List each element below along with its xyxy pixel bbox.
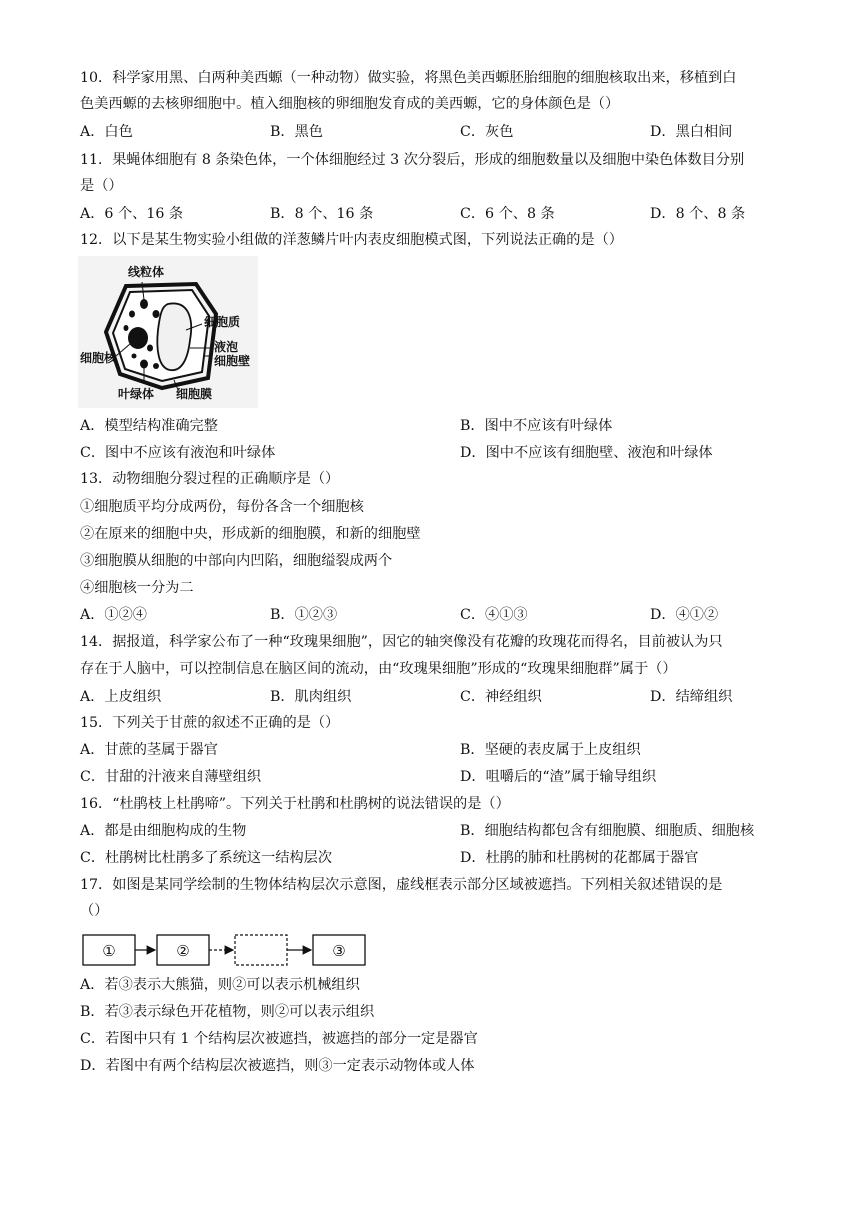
q10-option-c: C．灰色 <box>460 124 514 140</box>
onion-cell-diagram <box>78 256 258 408</box>
q16-stem: 16．“杜鹃枝上杜鹃啼”。下列关于杜鹃和杜鹃树的说法错误的是（） <box>80 796 510 812</box>
q10-option-d: D．黑白相间 <box>650 124 733 140</box>
q13-step-4: ④细胞核一分为二 <box>80 580 194 596</box>
label-nucleus: 细胞核 <box>80 351 117 365</box>
q10-option-b: B．黑色 <box>270 124 323 140</box>
q14-option-d: D．结缔组织 <box>650 689 733 705</box>
q12-option-b: B．图中不应该有叶绿体 <box>460 418 613 434</box>
q15-option-d: D．咀嚼后的“渣”属于输导组织 <box>460 769 657 785</box>
label-chloroplast: 叶绿体 <box>118 387 155 401</box>
q16-option-c: C．杜鹃树比杜鹃多了系统这一结构层次 <box>80 850 333 866</box>
q14-option-b: B．肌肉组织 <box>270 689 352 705</box>
label-cytoplasm: 细胞质 <box>204 315 241 329</box>
q12-option-c: C．图中不应该有液泡和叶绿体 <box>80 445 276 461</box>
q15-option-b: B．坚硬的表皮属于上皮组织 <box>460 742 641 758</box>
q13-option-b: B．①②③ <box>270 607 338 623</box>
q14-option-c: C．神经组织 <box>460 689 542 705</box>
box-2-label: ② <box>176 942 190 960</box>
box-1-label: ① <box>102 942 116 960</box>
q15-stem: 15．下列关于甘蔗的叙述不正确的是（） <box>80 715 340 731</box>
q14-option-a: A．上皮组织 <box>80 689 162 705</box>
q14-stem-line1: 14．据报道，科学家公布了一种“玫瑰果细胞”，因它的轴突像没有花瓣的玫瑰花而得名，目前被认为只 <box>80 634 723 650</box>
q12-option-d: D．图中不应该有细胞壁、液泡和叶绿体 <box>460 445 713 461</box>
q13-option-a: A．①②④ <box>80 607 147 623</box>
q11-option-d: D．8 个、8 条 <box>650 206 746 222</box>
label-cell-wall: 细胞壁 <box>214 354 251 368</box>
label-vacuole: 液泡 <box>214 340 239 354</box>
q17-option-c: C．若图中只有 1 个结构层次被遮挡，被遮挡的部分一定是器官 <box>80 1031 478 1047</box>
q12-option-a: A．模型结构准确完整 <box>80 418 218 434</box>
q10-stem-line2: 色美西螈的去核卵细胞中。植入细胞核的卵细胞发育成的美西螈，它的身体颜色是（） <box>80 96 620 112</box>
q17-option-a: A．若③表示大熊猫，则②可以表示机械组织 <box>80 977 360 993</box>
q17-stem-line1: 17．如图是某同学绘制的生物体结构层次示意图，虚线框表示部分区域被遮挡。下列相关叙述错误的是 <box>80 877 723 893</box>
q10-option-a: A．白色 <box>80 124 133 140</box>
q14-stem-line2: 存在于人脑中，可以控制信息在脑区间的流动，由“玫瑰果细胞”形成的“玫瑰果细胞群”属于（） <box>80 661 677 677</box>
q11-stem-line1: 11．果蝇体细胞有 8 条染色体，一个体细胞经过 3 次分裂后，形成的细胞数量以及细胞中染色体数目分别 <box>80 152 745 168</box>
q12-stem: 12．以下是某生物实验小组做的洋葱鳞片叶内表皮细胞模式图，下列说法正确的是（） <box>80 232 623 248</box>
q16-option-d: D．杜鹃的肺和杜鹃树的花都属于器官 <box>460 850 699 866</box>
label-membrane: 细胞膜 <box>176 387 213 401</box>
q13-step-1: ①细胞质平均分成两份，每份各含一个细胞核 <box>80 499 364 515</box>
q15-option-c: C．甘甜的汁液来自薄壁组织 <box>80 769 262 785</box>
q11-option-b: B．8 个、16 条 <box>270 206 374 222</box>
q11-option-c: C．6 个、8 条 <box>460 206 555 222</box>
q15-option-a: A．甘蔗的茎属于器官 <box>80 742 218 758</box>
hierarchy-diagram <box>80 930 370 970</box>
q13-step-2: ②在原来的细胞中央，形成新的细胞膜，和新的细胞壁 <box>80 526 421 542</box>
q17-stem-line2: （） <box>80 903 109 919</box>
q16-option-a: A．都是由细胞构成的生物 <box>80 823 247 839</box>
label-mitochondria: 线粒体 <box>128 265 165 279</box>
q13-step-3: ③细胞膜从细胞的中部向内凹陷，细胞缢裂成两个 <box>80 553 393 569</box>
q13-option-c: C．④①③ <box>460 607 528 623</box>
q11-stem-line2: 是（） <box>80 178 123 194</box>
hidden-box <box>235 935 287 965</box>
q17-option-b: B．若③表示绿色开花植物，则②可以表示组织 <box>80 1004 375 1020</box>
q16-option-b: B．细胞结构都包含有细胞膜、细胞质、细胞核 <box>460 823 755 839</box>
box-3-label: ③ <box>332 942 346 960</box>
q13-stem: 13．动物细胞分裂过程的正确顺序是（） <box>80 471 340 487</box>
q13-option-d: D．④①② <box>650 607 719 623</box>
q11-option-a: A．6 个、16 条 <box>80 206 184 222</box>
q10-stem-line1: 10．科学家用黑、白两种美西螈（一种动物）做实验，将黑色美西螈胚胎细胞的细胞核取出来，移植到白 <box>80 70 737 86</box>
q17-option-d: D．若图中有两个结构层次被遮挡，则③一定表示动物体或人体 <box>80 1058 475 1074</box>
